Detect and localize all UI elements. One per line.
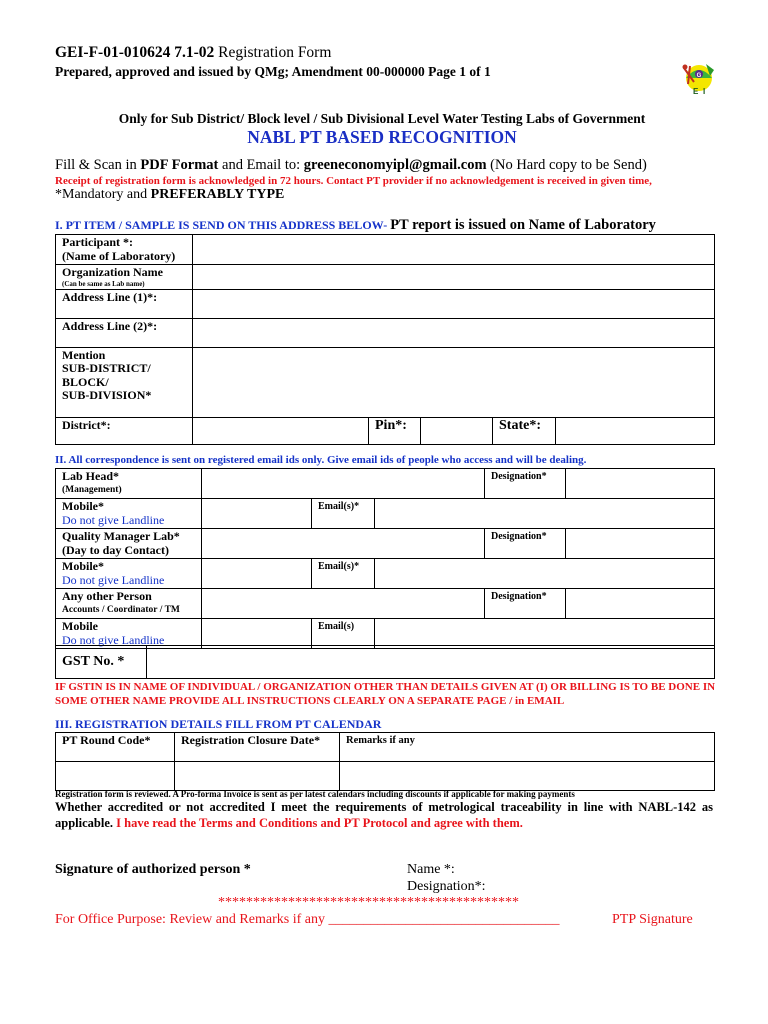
management-text: (Management)	[62, 484, 122, 495]
org-name-note: (Can be same as Lab name)	[62, 279, 145, 288]
lab-head-mobile-field[interactable]	[202, 499, 312, 529]
prepared-line: Prepared, approved and issued by QMg; Amendment 00-000000 Page 1 of 1	[55, 64, 491, 79]
other-mobile-field[interactable]	[202, 619, 312, 649]
other-designation-field[interactable]	[566, 589, 715, 619]
participant-label-2: (Name of Laboratory)	[62, 248, 176, 263]
org-name-field[interactable]	[193, 265, 715, 290]
section-3-title: III. REGISTRATION DETAILS FILL FROM PT CALENDAR	[55, 717, 382, 731]
round-code-label: PT Round Code*	[56, 733, 175, 762]
address1-field[interactable]	[193, 289, 715, 318]
agree-text: I have read the Terms and Conditions and PT Protocol and agree with them.	[116, 815, 523, 830]
signature-label: Signature of authorized person *	[55, 862, 251, 877]
qm-email-label: Email(s)*	[312, 559, 375, 589]
mention-l1: Mention	[62, 347, 106, 362]
sub-district-field[interactable]	[193, 347, 715, 417]
pin-label: Pin*:	[369, 417, 421, 444]
section-2-title: II. All correspondence is sent on registered email ids only. Give email ids of people who access and will be dealing.	[55, 454, 587, 466]
mandatory-note	[55, 187, 284, 203]
fill-prefix: Fill & Scan in	[55, 157, 141, 173]
section-1-label: I. PT ITEM / SAMPLE IS SEND ON THIS ADDRESS BELOW-	[55, 218, 391, 232]
fill-mid: and Email to	[218, 157, 297, 173]
other-person-text: Any other Person	[62, 589, 152, 603]
address1-label: Address Line (1)*:	[56, 289, 193, 318]
gei-logo	[676, 56, 722, 100]
svg-text:I: I	[703, 87, 706, 96]
no-landline-text: Do not give Landline	[62, 632, 165, 647]
qm-label	[56, 529, 202, 559]
mention-label	[56, 347, 193, 417]
fill-instruction	[55, 157, 647, 174]
whether-text: Whether accredited or not accredited I meet the requirements of metrological traceability in line with NABL-142 as applicable.	[55, 800, 713, 830]
address2-label: Address Line (2)*:	[56, 318, 193, 347]
district-field[interactable]	[193, 417, 369, 444]
org-name-text: Organization Name	[62, 265, 163, 279]
gst-note: IF GSTIN IS IN NAME OF INDIVIDUAL / ORGANIZATION OTHER THAN DETAILS GIVEN AT (I) OR BILLING IS TO BE DONE IN SOME OTHER NAME PROVIDE ALL INSTRUCTIONS CLEARLY ON A SEPARATE PAGE / in EMAIL	[55, 681, 716, 707]
other-email-label: Email(s)	[312, 619, 375, 649]
qm-mobile-field[interactable]	[202, 559, 312, 589]
svg-text:E: E	[693, 87, 699, 96]
qm-designation-label: Designation*	[485, 529, 566, 559]
lab-head-designation-field[interactable]	[566, 469, 715, 499]
mandatory-text: *Mandatory and	[55, 187, 151, 202]
other-person-field[interactable]	[202, 589, 485, 619]
registration-note: Registration form is reviewed. A Pro-forma Invoice is sent as per latest calendars including discounts if applicable for making payments	[55, 789, 575, 799]
star-divider: *******************************************	[218, 895, 519, 910]
accounts-text: Accounts / Coordinator / TM	[62, 604, 180, 615]
closure-date-field[interactable]	[175, 762, 340, 791]
mention-l4: SUB-DIVISION*	[62, 388, 152, 402]
participant-field[interactable]	[193, 235, 715, 265]
contacts-table	[55, 468, 715, 649]
designation-label: Designation*:	[407, 879, 486, 894]
receipt-note: Receipt of registration form is acknowledged in 72 hours. Contact PT provider if no acknowledgement is received in given time,	[55, 175, 652, 187]
qm-mobile-label	[56, 559, 202, 589]
remarks-field[interactable]	[340, 762, 715, 791]
remarks-label: Remarks if any	[340, 733, 715, 762]
other-email-field[interactable]	[375, 619, 715, 649]
district-label: District*:	[56, 417, 193, 444]
section-1-title	[55, 217, 656, 234]
document-code: GEI-F-01-010624 7.1-02	[55, 44, 215, 61]
closure-date-label: Registration Closure Date*	[175, 733, 340, 762]
name-label: Name *:	[407, 862, 455, 877]
qm-text: Quality Manager Lab*	[62, 529, 180, 543]
lab-head-text: Lab Head*	[62, 469, 120, 483]
qm-field[interactable]	[202, 529, 485, 559]
fill-suffix: (No Hard copy to be Send)	[486, 157, 647, 173]
document-code-line	[55, 44, 331, 62]
no-landline-text: Do not give Landline	[62, 572, 165, 587]
address-table	[55, 234, 715, 445]
traceability-statement	[55, 800, 713, 831]
participant-label-1: Participant *:	[62, 235, 133, 249]
other-designation-label: Designation*	[485, 589, 566, 619]
email-address: greeneconomyipl@gmail.com	[303, 157, 487, 173]
mobile-req-text: Mobile*	[62, 499, 104, 513]
gst-label: GST No. *	[56, 646, 147, 679]
mention-l3: BLOCK/	[62, 374, 109, 389]
svg-text:G: G	[696, 73, 702, 79]
lab-head-field[interactable]	[202, 469, 485, 499]
gst-field[interactable]	[147, 646, 715, 679]
preferably-type: PREFERABLY TYPE	[150, 187, 285, 202]
round-code-field[interactable]	[56, 762, 175, 791]
lab-head-email-field[interactable]	[375, 499, 715, 529]
main-heading: NABL PT BASED RECOGNITION	[247, 127, 517, 147]
other-mobile-label	[56, 619, 202, 649]
org-name-label	[56, 265, 193, 290]
ptp-signature-label: PTP Signature	[612, 912, 693, 927]
no-landline-text: Do not give Landline	[62, 512, 165, 527]
gst-table	[55, 645, 715, 679]
office-purpose-line: For Office Purpose: Review and Remarks if any _________________________________	[55, 912, 560, 927]
other-person-label	[56, 589, 202, 619]
lab-head-label	[56, 469, 202, 499]
mention-l2: SUB-DISTRICT/	[62, 361, 151, 375]
mobile-req-text: Mobile*	[62, 559, 104, 573]
fill-colon: :	[296, 157, 304, 173]
pdf-format-text: PDF Format	[140, 157, 219, 173]
mobile-text: Mobile	[62, 619, 98, 633]
document-title: Registration Form	[218, 44, 332, 61]
lab-head-mobile-label	[56, 499, 202, 529]
state-field[interactable]	[556, 417, 715, 444]
participant-label	[56, 235, 193, 265]
section-1-suffix: PT report is issued on Name of Laboratory	[390, 217, 656, 233]
address2-field[interactable]	[193, 318, 715, 347]
lab-head-email-label: Email(s)*	[312, 499, 375, 529]
applicability-line: Only for Sub District/ Block level / Sub Divisional Level Water Testing Labs of Government	[118, 111, 646, 126]
registration-table	[55, 732, 715, 791]
qm-designation-field[interactable]	[566, 529, 715, 559]
pin-field[interactable]	[421, 417, 493, 444]
day-contact-text: (Day to day Contact)	[62, 542, 169, 557]
lab-head-designation-label: Designation*	[485, 469, 566, 499]
qm-email-field[interactable]	[375, 559, 715, 589]
state-label: State*:	[493, 417, 556, 444]
